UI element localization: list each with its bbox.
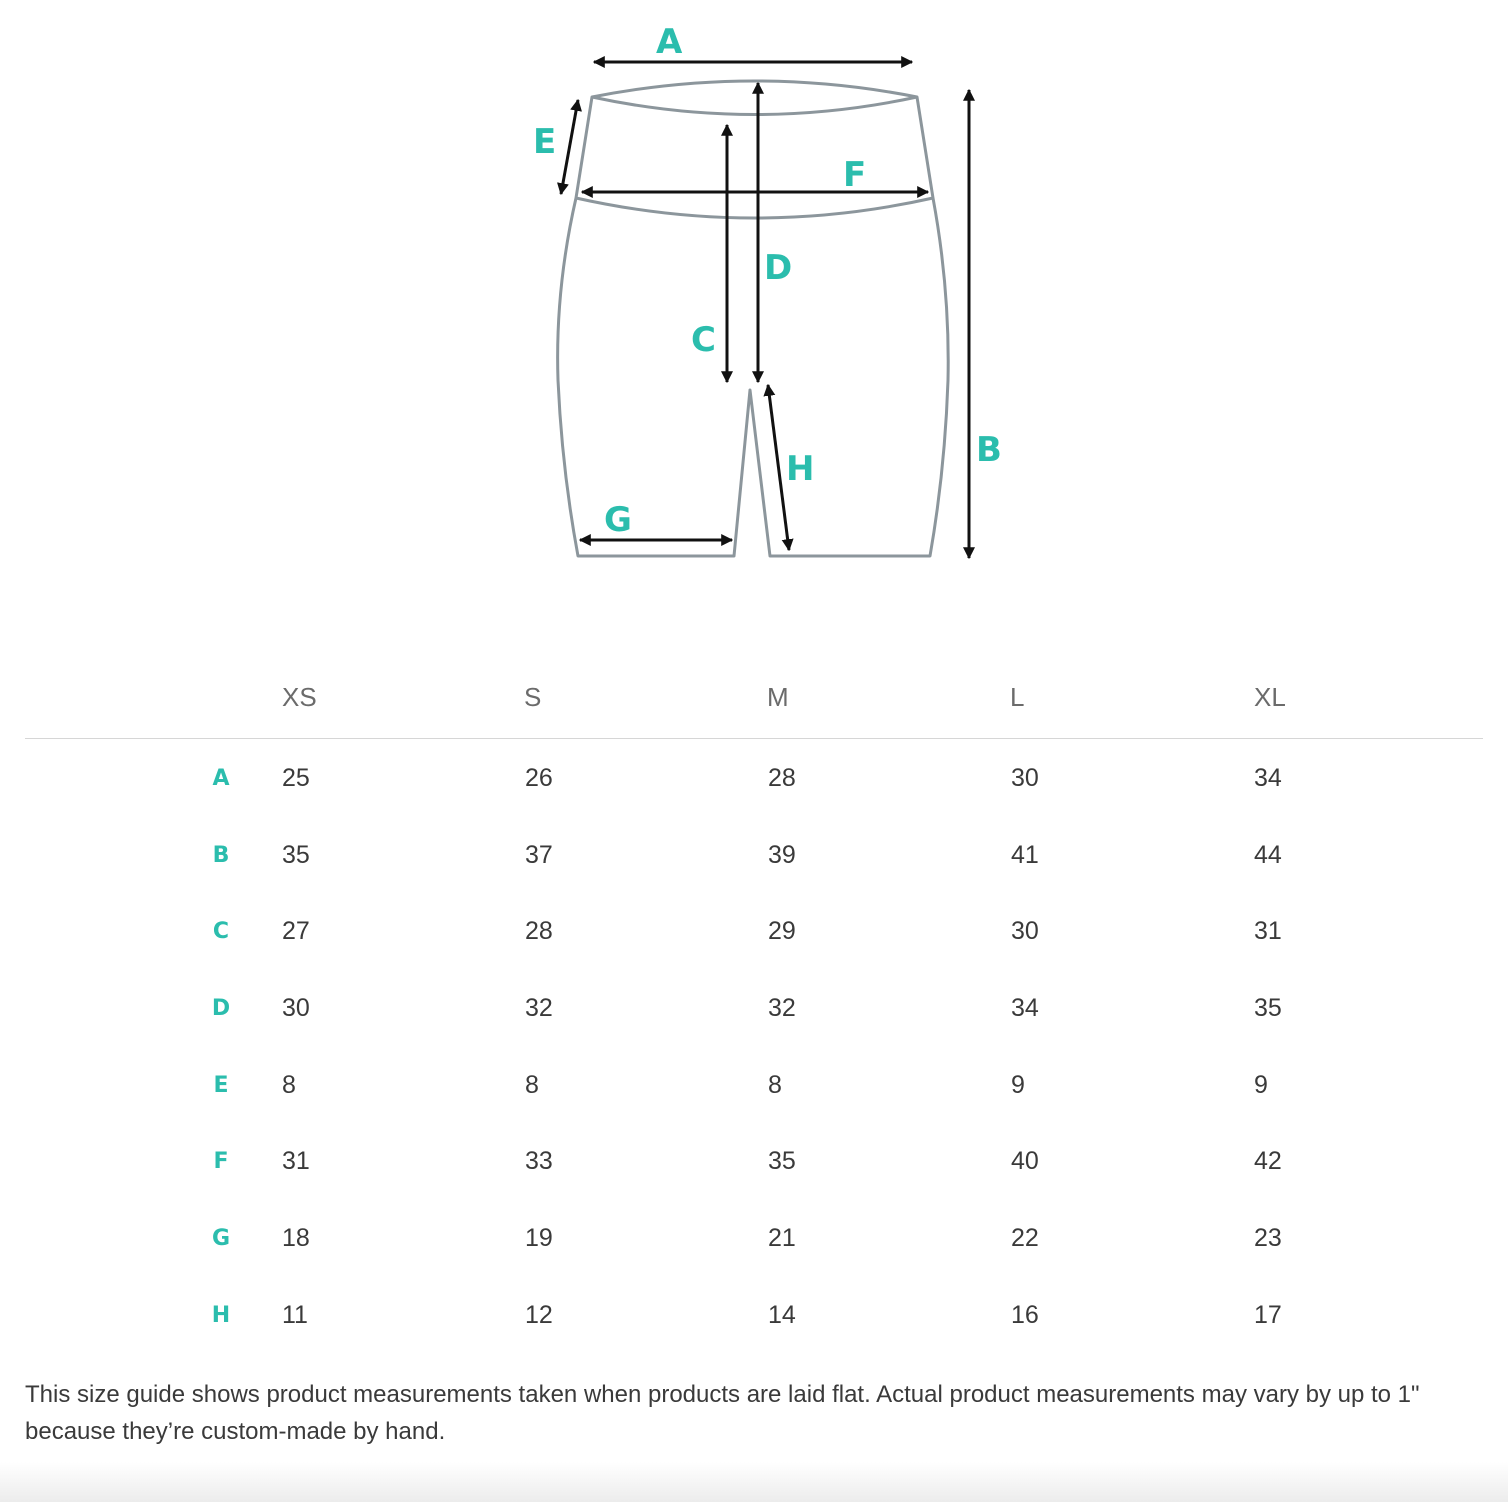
table-cell: 40: [1011, 1147, 1039, 1176]
table-body: [0, 740, 1508, 1376]
table-cell: 30: [1011, 764, 1039, 792]
row-key: G: [211, 1226, 231, 1252]
table-cell: 41: [1011, 840, 1039, 869]
diagram-label-a: A: [656, 22, 683, 62]
table-cell: 27: [282, 917, 310, 946]
table-cell: 28: [768, 764, 796, 792]
table-cell: 30: [1011, 917, 1039, 946]
table-cell: 16: [1011, 1300, 1039, 1329]
table-cell: 30: [282, 994, 310, 1023]
table-cell: 18: [282, 1224, 310, 1253]
table-cell: 37: [525, 840, 553, 869]
table-cell: 29: [768, 917, 796, 946]
shorts-measurement-diagram: [0, 0, 1508, 600]
table-cell: 35: [282, 840, 310, 869]
table-cell: 9: [1254, 1070, 1268, 1099]
row-key: E: [213, 1072, 229, 1098]
table-cell: 8: [282, 1070, 296, 1099]
diagram-label-g: G: [604, 500, 632, 540]
table-cell: 34: [1011, 994, 1039, 1023]
table-cell: 32: [525, 994, 553, 1023]
size-table: [0, 660, 1508, 1376]
table-cell: 32: [768, 994, 796, 1023]
table-cell: 9: [1011, 1070, 1025, 1099]
table-cell: 23: [1254, 1224, 1282, 1253]
table-cell: 42: [1254, 1147, 1282, 1176]
table-cell: 31: [282, 1147, 310, 1176]
diagram-label-f: F: [843, 155, 867, 195]
table-cell: 25: [282, 764, 310, 792]
size-header-l: L: [1010, 682, 1025, 712]
table-cell: 28: [525, 917, 553, 946]
table-cell: 44: [1254, 840, 1282, 869]
table-cell: 31: [1254, 917, 1282, 946]
table-cell: 35: [768, 1147, 796, 1176]
size-header-m: M: [767, 682, 789, 712]
row-key: C: [212, 919, 230, 945]
table-cell: 19: [525, 1224, 553, 1253]
size-header-xl: XL: [1254, 682, 1286, 712]
table-cell: 12: [525, 1300, 553, 1329]
table-cell: 14: [768, 1300, 796, 1329]
size-header-s: S: [524, 682, 542, 712]
arrow-e: [561, 100, 578, 194]
table-cell: 34: [1254, 764, 1282, 792]
table-row: [0, 992, 1508, 1069]
table-cell: 22: [1011, 1224, 1039, 1253]
table-cell: 39: [768, 840, 796, 869]
table-cell: 33: [525, 1147, 553, 1176]
row-key: F: [213, 1149, 229, 1175]
row-key: H: [211, 1302, 231, 1328]
header-divider: [25, 738, 1483, 739]
table-cell: 26: [525, 764, 553, 792]
table-cell: 21: [768, 1224, 796, 1253]
table-row: [0, 839, 1508, 916]
size-guide-footnote: This size guide shows product measurements taken when products are laid flat. Actual product measurements may vary by up to 1" because they’re custom-made by hand.: [25, 1381, 1420, 1445]
bottom-shade: [0, 1462, 1508, 1502]
table-cell: 8: [525, 1070, 539, 1099]
diagram-label-b: B: [976, 430, 1002, 470]
diagram-label-e: E: [533, 122, 557, 162]
size-header-xs: XS: [282, 682, 317, 712]
table-row: [0, 762, 1508, 839]
row-key: B: [212, 842, 230, 868]
table-cell: 35: [1254, 994, 1282, 1023]
table-cell: 17: [1254, 1300, 1282, 1329]
table-row: [0, 1222, 1508, 1299]
shorts-outline: [558, 81, 949, 556]
row-key: D: [211, 996, 231, 1022]
table-header: [0, 660, 1508, 740]
table-row: [0, 915, 1508, 992]
diagram-label-c: C: [691, 320, 716, 360]
diagram-label-h: H: [786, 449, 815, 489]
table-row: [0, 1145, 1508, 1222]
table-row: [0, 1069, 1508, 1146]
row-key: A: [212, 766, 230, 791]
table-cell: 11: [282, 1300, 308, 1329]
table-row: [0, 1299, 1508, 1376]
table-cell: 8: [768, 1070, 782, 1099]
diagram-label-d: D: [764, 248, 793, 288]
